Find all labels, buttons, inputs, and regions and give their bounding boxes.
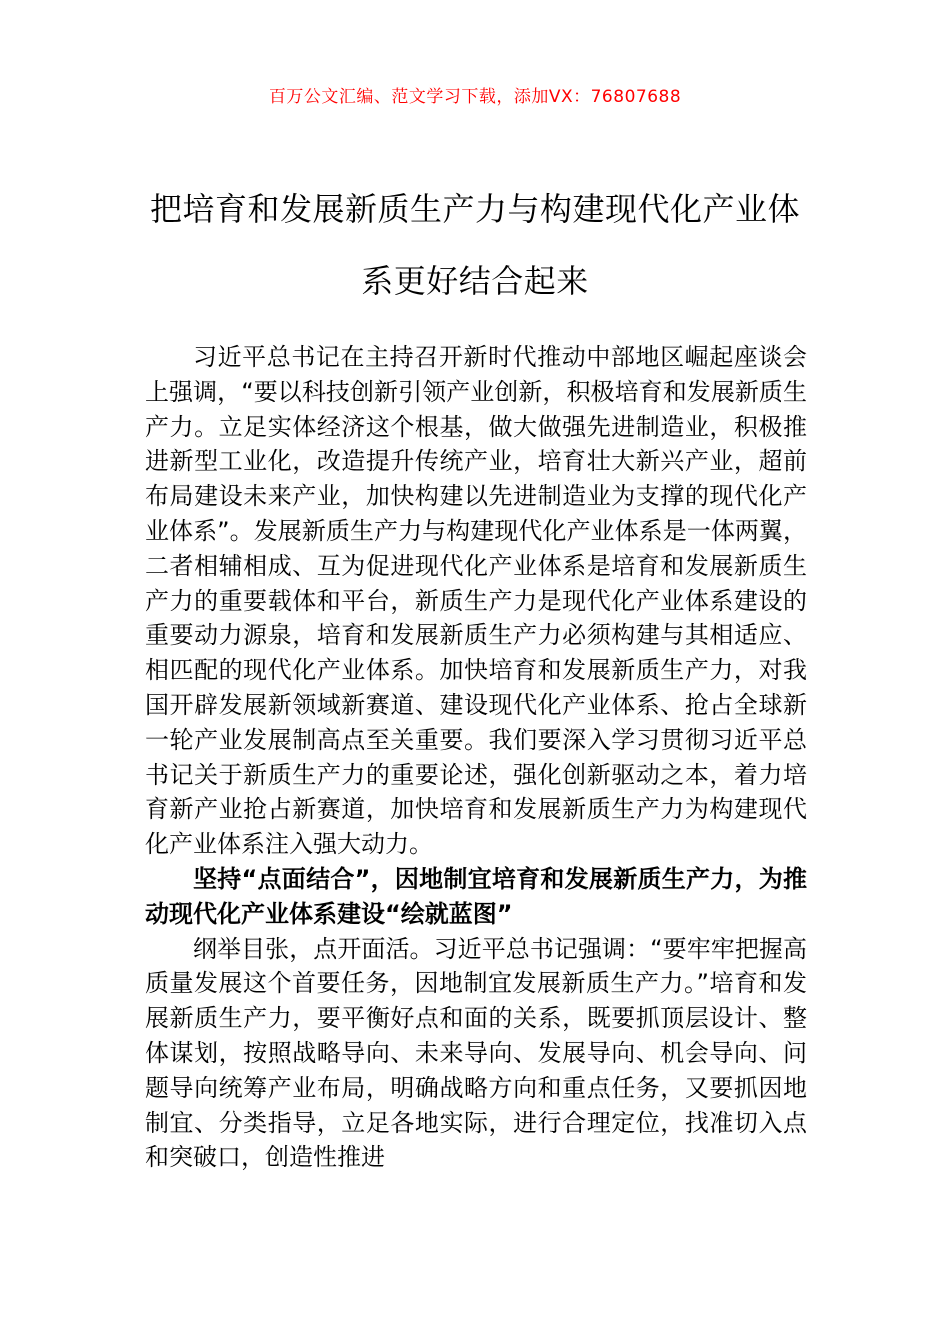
paragraph-2: 纲举目张，点开面活。习近平总书记强调：“要牢牢把握高质量发展这个首要任务，因地制宜发展新质生产力。”培育和发展新质生产力，要平衡好点和面的关系，既要抓顶层设计、整体谋划，按照战略导向、未来导向、发展导向、机会导向、问题导向统筹产业布局，明确战略方向和重点任务，又要抓因地制宜、分类指导，立足各地实际，进行合理定位，找准切入点和突破口，创造性推进 [145,934,807,1172]
header-note: 百万公文汇编、范文学习下载，添加VX：76807688 [268,87,682,107]
document-body [145,340,807,1175]
document-title: 把培育和发展新质生产力与构建现代化产业体系更好结合起来 [149,190,800,300]
section-heading: 坚持“点面结合”，因地制宜培育和发展新质生产力，为推动现代化产业体系建设“绘就蓝图” [145,864,807,928]
paragraph-1: 习近平总书记在主持召开新时代推动中部地区崛起座谈会上强调，“要以科技创新引领产业创新，积极培育和发展新质生产力。立足实体经济这个根基，做大做强先进制造业，积极推进新型工业化，改造提升传统产业，培育壮大新兴产业，超前布局建设未来产业，加快构建以先进制造业为支撑的现代化产业体系”。发展新质生产力与构建现代化产业体系是一体两翼，二者相辅相成、互为促进现代化产业体系是培育和发展新质生产力的重要载体和平台，新质生产力是现代化产业体系建设的重要动力源泉，培育和发展新质生产力必须构建与其相适应、相匹配的现代化产业体系。加快培育和发展新质生产力，对我国开辟发展新领域新赛道、建设现代化产业体系、抢占全球新一轮产业发展制高点至关重要。我们要深入学习贯彻习近平总书记关于新质生产力的重要论述，强化创新驱动之本，着力培育新产业抢占新赛道，加快培育和发展新质生产力为构建现代化产业体系注入强大动力。 [145,343,807,859]
